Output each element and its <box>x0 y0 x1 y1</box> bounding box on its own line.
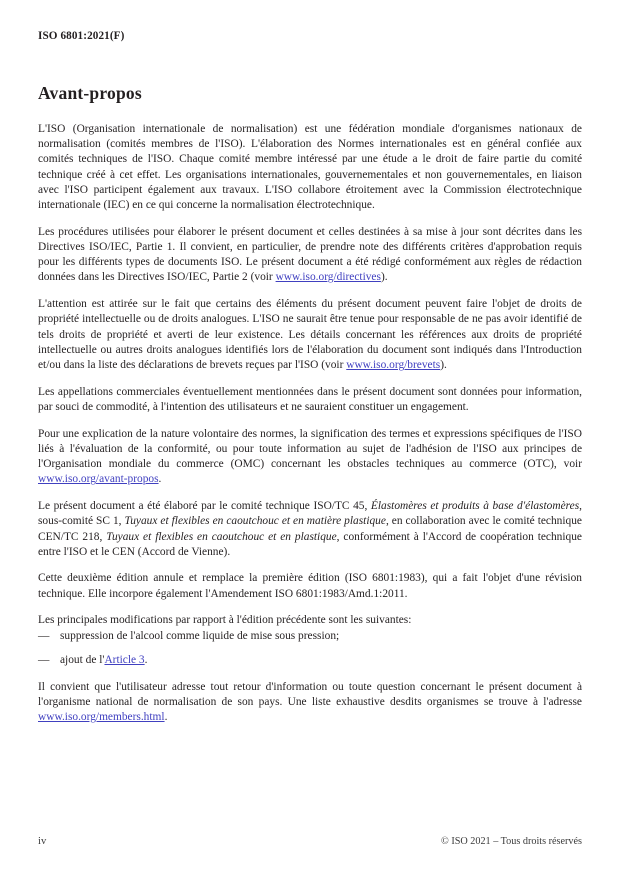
inline-link[interactable]: www.iso.org/avant-propos <box>38 473 159 486</box>
body-paragraph: Cette deuxième édition annule et remplace la première édition (ISO 6801:1983), qui a fait l'objet d'une révision technique. Elle incorpore également l'Amendement ISO 6801:1983/Amd.1:2011. <box>38 572 582 600</box>
inline-link[interactable]: www.iso.org/brevets <box>346 359 441 372</box>
foreword-paragraphs <box>38 122 582 629</box>
italic-title: Élastomères et produits à base d'élastomères <box>370 500 580 513</box>
italic-title: Tuyaux et flexibles en caoutchouc et en matière plastique <box>124 515 386 528</box>
list-item <box>38 653 582 668</box>
page-footer <box>38 836 582 847</box>
list-item <box>38 629 582 644</box>
italic-title: Tuyaux et flexibles en caoutchouc et en plastique <box>106 530 337 543</box>
em-dash-bullet-icon: — <box>38 653 50 666</box>
page-content <box>38 83 582 725</box>
body-paragraph: Les appellations commerciales éventuellement mentionnées dans le présent document sont données pour information, par souci de commodité, à l'intention des utilisateurs et ne sauraient constituer un engagement. <box>38 385 582 413</box>
running-head: ISO 6801:2021(F) <box>38 30 125 42</box>
page-number: iv <box>38 836 47 847</box>
body-paragraph: Les principales modifications par rapport à l'édition précédente sont les suivantes: <box>38 614 412 627</box>
body-paragraph: L'ISO (Organisation internationale de normalisation) est une fédération mondiale d'organismes nationaux de normalisation (comités membres de l'ISO). L'élaboration des Normes internationales est en général confiée aux comités techniques de l'ISO. Chaque comité membre intéressé par une étude a le droit de faire partie du comité technique créé à cet effet. Les organisations internationales, gouvernementales et non gouvernementales, en liaison avec l'ISO participent également aux travaux. L'ISO collabore étroitement avec la Commission électrotechnique internationale (IEC) en ce qui concerne la normalisation électrotechnique. <box>38 123 582 212</box>
modifications-list <box>38 629 582 668</box>
body-paragraph: Pour une explication de la nature volontaire des normes, la signification des termes et expressions spécifiques de l'ISO liés à l'évaluation de la conformité, ou pour toute information au sujet de l'adhésion de l'ISO aux principes de l'Organisation mondiale du commerce (OMC) concernant les obstacles techniques au commerce (OTC), voir www.iso.org/avant-propos. <box>38 427 582 486</box>
inline-link[interactable]: www.iso.org/directives <box>275 271 381 284</box>
list-item-label: suppression de l'alcool comme liquide de mise sous pression; <box>60 629 340 642</box>
body-paragraph: Le présent document a été élaboré par le comité technique ISO/TC 45, Élastomères et produits à base d'élastomères, sous-comité SC 1, Tuyaux et flexibles en caoutchouc et en matière plastique, en collaboration avec le comité technique CEN/TC 218, Tuyaux et flexibles en caoutchouc et en plastique, conformément à l'Accord de coopération technique entre l'ISO et le CEN (Accord de Vienne). <box>38 500 582 558</box>
copyright-notice: © ISO 2021 – Tous droits réservés <box>441 836 582 847</box>
body-paragraph: L'attention est attirée sur le fait que certains des éléments du présent document peuvent faire l'objet de droits de propriété intellectuelle ou de droits analogues. L'ISO ne saurait être tenue pour responsable de ne pas avoir identifié de tels droits de propriété et averti de leur existence. Les détails concernant les références aux droits de propriété intellectuelle ou autres droits analogues identifiés lors de l'élaboration du document sont indiqués dans l'Introduction et/ou dans la liste des déclarations de brevets reçues par l'ISO (voir www.iso.org/brevets). <box>38 298 582 372</box>
body-paragraph: Les procédures utilisées pour élaborer le présent document et celles destinées à sa mise à jour sont décrites dans les Directives ISO/IEC, Partie 1. Il convient, en particulier, de prendre note des différents critères d'approbation requis pour les différents types de documents ISO. Le présent document a été rédigé conformément aux règles de rédaction données dans les Directives ISO/IEC, Partie 2 (voir www.iso.org/directives). <box>38 225 582 284</box>
em-dash-bullet-icon: — <box>38 629 50 642</box>
page-title: Avant-propos <box>38 83 142 103</box>
inline-link[interactable]: Article 3 <box>104 653 145 666</box>
list-item-label: ajout de l'Article 3. <box>60 653 148 666</box>
inline-link[interactable]: www.iso.org/members.html <box>38 711 165 723</box>
closing-paragraph: Il convient que l'utilisateur adresse tout retour d'information ou toute question concernant le présent document à l'organisme national de normalisation de son pays. Une liste exhaustive desdits organismes se trouve à l'adresse www.iso.org/members.html. <box>38 680 582 723</box>
